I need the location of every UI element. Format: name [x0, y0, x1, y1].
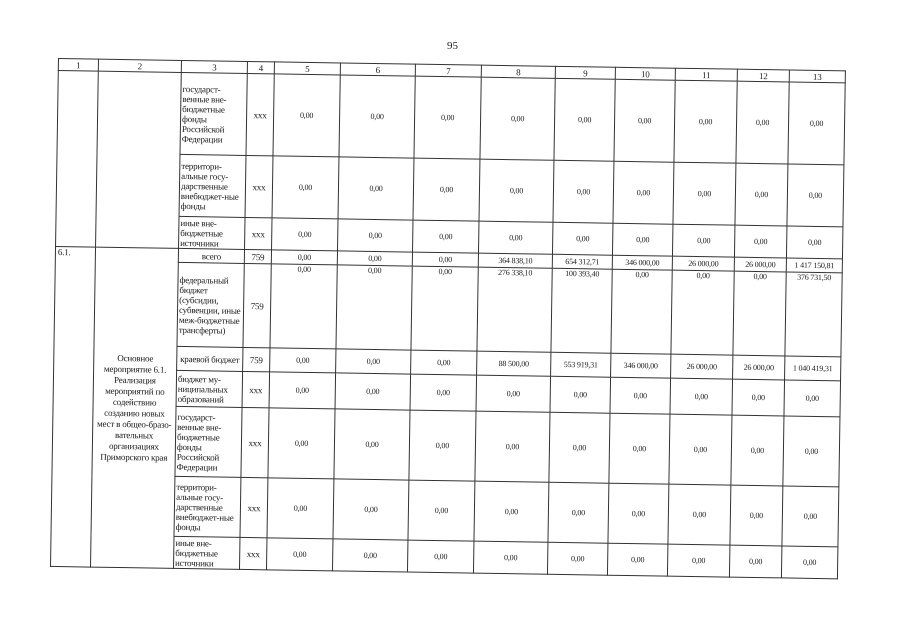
value-cell: 654 312,71 [552, 254, 612, 269]
source-cell: федеральный бюджет (субсидии, субвенции, иные меж-бюджетные трансферты) [177, 262, 244, 347]
value-cell: 0,00 [613, 161, 674, 224]
value-cell: 0,00 [784, 380, 841, 417]
value-cell: 0,00 [334, 409, 410, 480]
value-cell: 0,00 [608, 483, 669, 544]
budget-table [50, 58, 846, 579]
value-cell: 0,00 [272, 218, 338, 251]
header-cell: 11 [675, 68, 737, 81]
value-cell: 0,00 [333, 479, 409, 540]
value-cell: 0,00 [473, 541, 547, 574]
value-cell: 0,00 [610, 377, 671, 414]
number-cell-empty [56, 71, 99, 248]
header-cell: 6 [340, 63, 415, 76]
value-cell: 0,00 [478, 221, 552, 254]
source-cell: государст-венные вне-бюджетные фонды Российской Федерации [180, 72, 247, 155]
value-cell: 0,00 [670, 378, 733, 415]
value-cell: 0,00 [336, 265, 412, 350]
header-cell: 5 [274, 62, 340, 75]
code-cell: 759 [243, 263, 271, 347]
value-cell: 100 393,40 [551, 268, 612, 353]
value-cell: 0,00 [734, 225, 786, 258]
value-cell: 0,00 [408, 480, 475, 541]
value-cell: 0,00 [673, 162, 736, 225]
value-cell: 0,00 [412, 220, 478, 253]
table-row [57, 71, 845, 165]
value-cell: 0,00 [474, 481, 549, 542]
header-cell: 13 [789, 70, 845, 83]
source-cell: территори-альные госу-дарственные внебюджет-ные фонды [174, 476, 241, 537]
value-cell: 0,00 [338, 219, 413, 252]
value-cell: 0,00 [476, 375, 551, 412]
value-cell: 0,00 [786, 226, 842, 259]
code-cell: 759 [243, 347, 270, 371]
value-cell: 0,00 [731, 415, 784, 486]
value-cell: 553 919,31 [551, 352, 611, 377]
header-cell: 12 [737, 69, 789, 82]
source-cell: иные вне-бюджетные источники [179, 216, 245, 249]
source-cell: иные вне-бюджетные источники [173, 536, 239, 569]
value-cell: 0,00 [270, 264, 337, 349]
header-cell: 8 [481, 65, 555, 78]
value-cell: 0,00 [672, 224, 734, 257]
code-cell: ххх [242, 371, 270, 407]
code-cell: ххх [239, 537, 266, 569]
value-cell: 0,00 [409, 410, 476, 481]
value-cell: 0,00 [411, 266, 478, 351]
source-cell: государст-венные вне-бюджетные фонды Российской Федерации [175, 406, 242, 477]
code-cell: ххх [240, 477, 268, 537]
value-cell: 0,00 [609, 413, 670, 484]
value-cell: 26 000,00 [671, 354, 733, 379]
value-cell: 88 500,00 [477, 351, 551, 376]
value-cell: 0,00 [411, 350, 477, 375]
value-cell: 0,00 [729, 545, 781, 578]
value-cell: 0,00 [612, 223, 672, 256]
value-cell: 0,00 [668, 484, 731, 545]
value-cell: 346 000,00 [611, 353, 671, 378]
value-cell: 0,00 [553, 160, 614, 223]
value-cell: 0,00 [730, 485, 783, 546]
item-description: Основное мероприятие 6.1. Реализация мероприятий по содействию созданию новых мест в общео-бразо-вательных организациях Приморского края [91, 247, 179, 568]
header-cell: 3 [181, 60, 247, 73]
value-cell: 0,00 [548, 482, 609, 543]
code-cell: ххх [241, 407, 269, 477]
value-cell: 276 338,10 [477, 267, 552, 352]
value-cell: 0,00 [337, 251, 412, 266]
value-cell: 376 731,50 [785, 272, 842, 357]
value-cell: 0,00 [783, 416, 840, 487]
value-cell: 0,00 [414, 76, 481, 159]
value-cell: 0,00 [787, 164, 844, 227]
value-cell: 0,00 [788, 82, 845, 165]
value-cell: 0,00 [614, 79, 675, 162]
value-cell: 0,00 [339, 75, 415, 158]
value-cell: 0,00 [732, 379, 785, 416]
value-cell: 346 000,00 [612, 255, 672, 270]
value-cell: 0,00 [733, 271, 786, 356]
value-cell: 0,00 [271, 250, 337, 265]
value-cell: 0,00 [475, 411, 550, 482]
value-cell: 0,00 [674, 80, 737, 163]
value-cell: 0,00 [410, 374, 477, 411]
value-cell: 0,00 [671, 270, 734, 355]
value-cell: 0,00 [273, 74, 340, 157]
source-cell: бюджет му-ниципальных образований [176, 370, 243, 407]
table-container [50, 58, 846, 579]
header-cell: 4 [247, 61, 274, 73]
value-cell: 0,00 [336, 349, 411, 374]
value-cell: 26 000,00 [672, 256, 734, 271]
source-cell: краевой бюджет [177, 346, 243, 371]
value-cell: 0,00 [412, 252, 478, 267]
header-cell: 7 [415, 64, 481, 77]
header-cell: 9 [555, 66, 615, 79]
description-cell-empty [96, 71, 182, 248]
value-cell: 0,00 [549, 412, 610, 483]
source-cell: всего [178, 248, 244, 263]
value-cell: 0,00 [552, 222, 612, 255]
value-cell: 0,00 [735, 163, 788, 226]
value-cell: 0,00 [607, 543, 667, 576]
page-number: 95 [447, 40, 458, 52]
value-cell: 0,00 [267, 478, 334, 539]
value-cell: 0,00 [781, 546, 837, 579]
value-cell: 364 838,10 [478, 253, 552, 268]
value-cell: 0,00 [782, 486, 839, 547]
value-cell: 0,00 [479, 159, 554, 222]
value-cell: 0,00 [269, 372, 336, 409]
value-cell: 0,00 [335, 373, 411, 410]
value-cell: 0,00 [338, 157, 414, 220]
value-cell: 0,00 [554, 78, 615, 161]
header-cell: 10 [615, 67, 675, 80]
value-cell: 0,00 [480, 77, 555, 160]
item-number: 6.1. [51, 246, 96, 567]
value-cell: 0,00 [270, 348, 336, 373]
value-cell: 0,00 [550, 376, 611, 413]
value-cell: 1 417 150,81 [786, 258, 842, 273]
code-cell: ххх [245, 217, 272, 249]
value-cell: 0,00 [667, 544, 729, 577]
code-cell: ххх [245, 155, 273, 217]
code-cell: ххх [246, 73, 274, 155]
value-cell: 0,00 [413, 158, 480, 221]
value-cell: 0,00 [407, 540, 473, 573]
value-cell: 0,00 [268, 408, 335, 479]
value-cell: 0,00 [611, 269, 672, 354]
value-cell: 26 000,00 [733, 355, 785, 380]
value-cell: 0,00 [547, 542, 607, 575]
value-cell: 1 040 419,31 [785, 356, 841, 381]
value-cell: 0,00 [266, 538, 332, 571]
source-cell: территори-альные госу-дарственные внебюджет-ные фонды [179, 154, 246, 217]
header-cell: 1 [58, 59, 98, 72]
code-cell: 759 [244, 249, 271, 263]
value-cell: 26 000,00 [734, 257, 786, 272]
value-cell: 0,00 [736, 81, 789, 164]
value-cell: 0,00 [669, 414, 732, 485]
header-cell: 2 [98, 59, 181, 72]
value-cell: 0,00 [332, 539, 407, 572]
value-cell: 0,00 [272, 156, 339, 219]
